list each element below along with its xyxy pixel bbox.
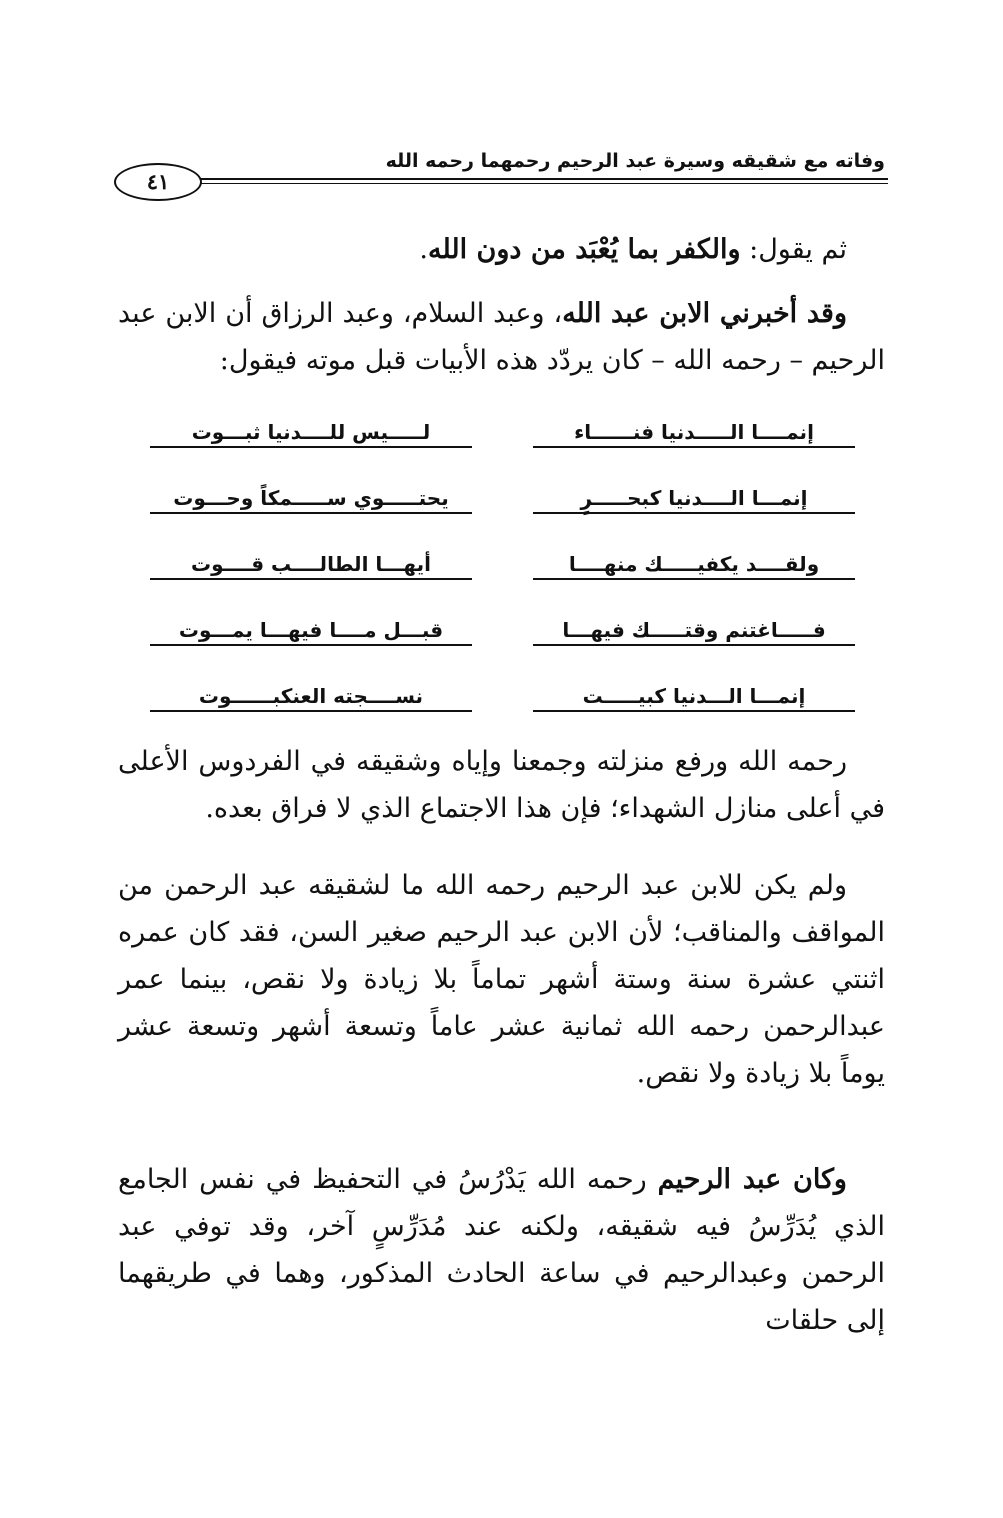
verse-first-hemistich: إنمــــا الـــــدنيا فنــــــاء [533, 420, 855, 448]
study-text: رحمه الله يَدْرُسُ في التحفيظ في نفس الجامع الذي يُدَرِّسُ فيه شقيقه، ولكنه عند مُدَرِّسٍ آخر، وقد توفي عبد الرحمن وعبدالرحيم في ساعة الحادث المذكور، وهما في طريقهما إلى حلقات [118, 1164, 885, 1336]
intro-end-mark: . [419, 234, 429, 265]
poem-verse [150, 552, 855, 592]
verse-first-hemistich: فـــــاغتنم وقتـــــك فيهـــا [533, 618, 855, 646]
verse-first-hemistich: إنمـــا الــــدنيا كبحـــــرٍ [533, 486, 855, 514]
verse-second-hemistich: أيهـــا الطالــــب قــــوت [150, 552, 472, 580]
prayer-text: رحمه الله ورفع منزلته وجمعنا وإياه وشقيقه في الفردوس الأعلى في أعلى منازل الشهداء؛ فإن هذا الاجتماع الذي لا فراق بعده. [118, 746, 885, 824]
narration-lead: وقد أخبرني الابن عبد الله [562, 298, 847, 329]
verse-second-hemistich: قبـــل مــــا فيهـــا يمـــوت [150, 618, 472, 646]
running-header-title: وفاته مع شقيقه وسيرة عبد الرحيم رحمهما رحمه الله [385, 150, 885, 172]
page-number-badge: ٤١ [114, 163, 202, 201]
poem-verse [150, 420, 855, 460]
study-lead: وكان عبد الرحيم [657, 1164, 847, 1195]
verse-second-hemistich: نســــجته العنكبــــــوت [150, 684, 472, 712]
poem-verse [150, 486, 855, 526]
verse-first-hemistich: إنمـــا الـــدنيا كبيـــــت [533, 684, 855, 712]
comparison-paragraph [118, 862, 885, 1097]
header-double-rule [190, 178, 888, 184]
intro-plain: ثم يقول: [740, 234, 847, 265]
verse-second-hemistich: لـــــيس للــــدنيا ثبـــوت [150, 420, 472, 448]
poem-verse [150, 684, 855, 724]
study-paragraph [118, 1156, 885, 1344]
narration-text: ، وعبد السلام، وعبد الرزاق أن الابن عبد الرحيم – رحمه الله – كان يردّد هذه الأبيات قبل موته فيقول: [118, 298, 885, 376]
prayer-paragraph [118, 738, 885, 832]
poem-verse [150, 618, 855, 658]
intro-line [118, 226, 885, 273]
verse-first-hemistich: ولقــــد يكفيـــــك منهــــا [533, 552, 855, 580]
comparison-text: ولم يكن للابن عبد الرحيم رحمه الله ما لشقيقه عبد الرحمن من المواقف والمناقب؛ لأن الابن عبد الرحيم صغير السن، فقد كان عمره اثنتي عشرة سنة وستة أشهر تماماً بلا زيادة ولا نقص، بينما عمر عبدالرحمن رحمه الله ثمانية عشر عاماً وتسعة أشهر وتسعة عشر يوماً بلا زيادة ولا نقص. [118, 870, 885, 1089]
intro-bold-quote: والكفر بما يُعْبَد من دون الله [428, 234, 741, 265]
verse-second-hemistich: يحتـــــوي ســـــمكاً وحـــوت [150, 486, 472, 514]
narration-paragraph [118, 290, 885, 384]
